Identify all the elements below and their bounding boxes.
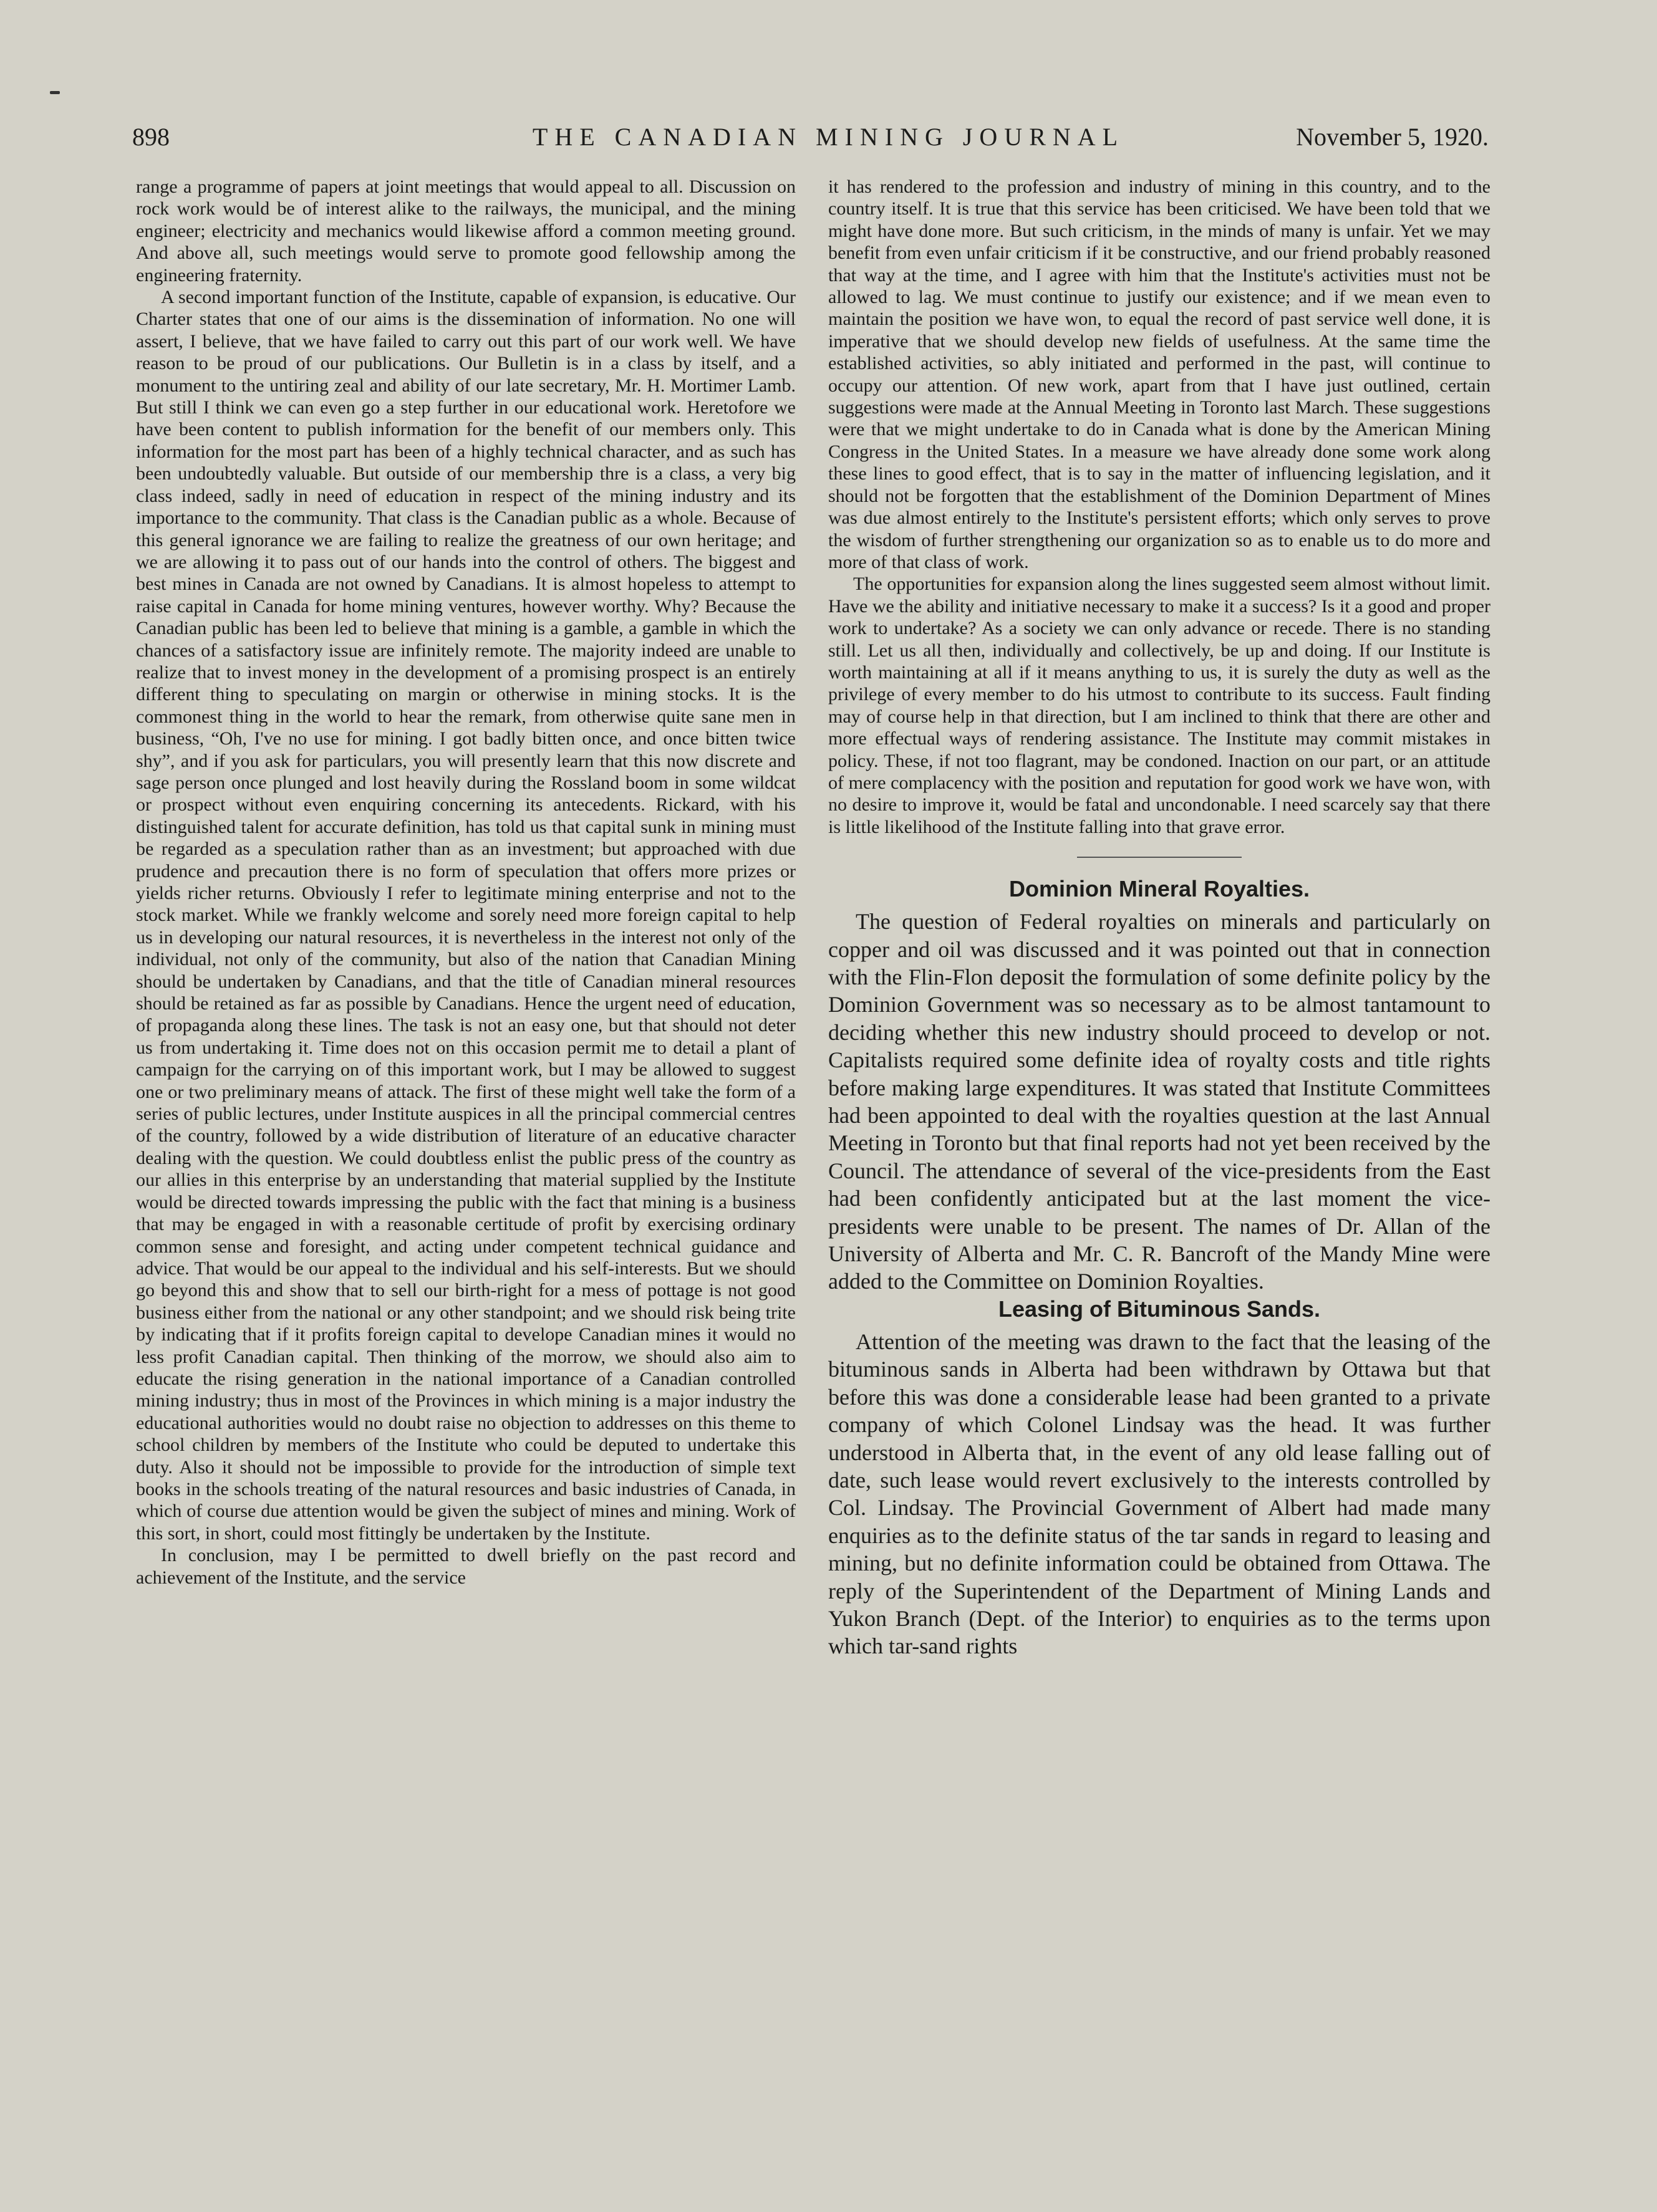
paragraph: Attention of the meeting was drawn to the fact that the leasing of the bituminous sands in Alberta had been withdrawn by Ottawa but that before this was done a considerable lease had been granted to a private company of which Colonel Lindsay was the head. It was further understood in Alberta that, in the event of any old lease falling out of date, such lease would revert exclusively to the interests controlled by Col. Lindsay. The Provincial Government of Albert had made many enquiries as to the definite status of the tar sands in regard to leasing and mining, but no definite information could be obtained from Ottawa. The reply of the Superintendent of the Department of Mining Lands and Yukon Branch (Dept. of the Interior) to enquiries as to the terms upon which tar-sand rights bbox=[828, 1329, 1490, 1659]
issue-date: November 5, 1920. bbox=[1296, 123, 1489, 151]
paragraph: The question of Federal royalties on minerals and particularly on copper and oil was discussed and it was pointed out that in connection with the Flin-Flon deposit the formulation of some definite policy by the Dominion Government was so necessary as to be almost tantamount to deciding whether this new industry should proceed to develop or not. Capitalists required some definite idea of royalty costs and title rights before making large expenditures. It was stated that Institute Committees had been appointed to deal with the royalties question at the last Annual Meeting in Toronto but that final reports had not yet been received by the Council. The attendance of several of the vice-presidents from the East had been confidently anticipated but at the last moment the vice-presidents were unable to be present. The names of Dr. Allan of the University of Alberta and Mr. C. R. Bancroft of the Mandy Mine were added to the Committee on Dominion Royalties. bbox=[828, 909, 1490, 1294]
right-column bbox=[828, 176, 1490, 2177]
section-heading-bituminous-sands: Leasing of Bituminous Sands. bbox=[998, 1296, 1321, 1322]
journal-title: THE CANADIAN MINING JOURNAL bbox=[532, 123, 1125, 151]
section-heading-royalties: Dominion Mineral Royalties. bbox=[1008, 876, 1310, 902]
paragraph: A second important function of the Institute, capable of expansion, is educative. Our Charter states that one of our aims is the dissemination of information. No one will assert, I believe, that we have failed to carry out this part of our work well. We have reason to be proud of our publications. Our Bulletin is in a class by itself, and a monument to the untiring zeal and ability of our late secretary, Mr. H. Mortimer Lamb. But still I think we can even go a step further in our educational work. Heretofore we have been content to publish information for the benefit of our members only. This information for the most part has been of a highly technical character, and as such has been undoubtedly valuable. But outside of our membership thre is a class, a very big class indeed, sadly in need of education in respect of the mining industry and its importance to the community. That class is the Canadian public as a whole. Because of this general ignorance we are failing to realize the greatness of our own heritage; and we are allowing it to pass out of our hands into the control of others. The biggest and best mines in Canada are not owned by Canadians. It is almost hopeless to attempt to raise capital in Canada for home mining ventures, however worthy. Why? Because the Canadian public has been led to believe that mining is a gamble, a gamble in which the chances of a satisfactory issue are infinitely remote. The majority indeed are unable to realize that to invest money in the development of a promising prospect is an entirely different thing to speculating on margin or otherwise in mining stocks. It is the commonest thing in the world to hear the remark, from otherwise quite sane men in business, “Oh, I've no use for mining. I got badly bitten once, and once bitten twice shy”, and if you ask for particulars, you will presently learn that this now discrete and sage person once plunged and lost heavily during the Rossland boom in some wildcat or prospect without even enquiring concerning its antecedents. Rickard, with his distinguished talent for accurate definition, has told us that capital sunk in mining must be regarded as a speculation rather than as an investment; but approached with due prudence and precaution there is no form of speculation that offers more prizes or yields richer returns. Obviously I refer to legitimate mining enterprise and not to the stock market. While we frankly welcome and sorely need more foreign capital to help us in developing our natural resources, it is nevertheless in the interest not only of the individual, not only of the community, but also of the nation that Canadian Mining should be undertaken by Canadians, and that the title of Canadian mineral resources should be retained as far as possible by Canadians. Hence the urgent need of education, of propaganda along these lines. The task is not an easy one, but that should not deter us from undertaking it. Time does not on this occasion permit me to detail a plant of campaign for the carrying on of this important work, but I may be allowed to suggest one or two preliminary means of attack. The first of these might well take the form of a series of public lectures, under Institute auspices in all the principal commercial centres of the country, followed by a wide distribution of literature of an educative character dealing with the question. We could doubtless enlist the public press of the country as our allies in this enterprise by an understanding that material supplied by the Institute would be directed towards impressing the public with the fact that mining is a business that may be engaged in with a reasonable certitude of profit by exercising ordinary common sense and foresight, and acting under competent technical guidance and advice. That would be our appeal to the individual and his self-interests. But we should go beyond this and show that to sell our birth-right for a mess of pottage is not good business either from the national or any other standpoint; and we should risk being trite by indicating that if it profits foreign capital to develope Canadian mines it would no less profit Canadian capital. Then thinking of the morrow, we should also aim to educate the rising generation in the national importance of a Canadian controlled mining industry; thus in most of the Provinces in which mining is a major industry the educational authorities would no doubt raise no objection to addresses on this theme to school children by members of the Institute who could be deputed to undertake this duty. Also it should not be impossible to provide for the introduction of simple text books in the schools treating of the natural resources and basic industries of Canada, in which of course due attention would be given the subject of mines and mining. Work of this sort, in short, could most fittingly be undertaken by the Institute. bbox=[136, 287, 796, 1544]
left-column bbox=[136, 176, 796, 2177]
paragraph: it has rendered to the profession and industry of mining in this country, and to the country itself. It is true that this service has been criticised. We have been told that we might have done more. But such criticism, in the minds of many is unfair. Yet we may benefit from even unfair criticism if it be constructive, and our friend probably reasoned that way at the time, and I agree with him that the Institute's activities must not be allowed to lag. We must continue to justify our existence; and if we mean even to maintain the position we have won, to equal the record of past service well done, it is imperative that we should develop new fields of usefulness. At the same time the established activities, so ably initiated and performed in the past, will continue to occupy our attention. Of new work, apart from that I have just outlined, certain suggestions were made at the Annual Meeting in Toronto last March. These suggestions were that we might undertake to do in Canada what is done by the American Mining Congress in the United States. In a measure we have already done some work along these lines to good effect, that is to say in the matter of influencing legislation, and it should not be forgotten that the establishment of the Dominion Department of Mines was due almost entirely to the Institute's persistent efforts; which only serves to prove the wisdom of further strengthening our organization so as to enable us to do more and more of that class of work. bbox=[828, 176, 1490, 572]
page-number: 898 bbox=[132, 123, 170, 151]
paragraph: In conclusion, may I be permitted to dwell briefly on the past record and achievement of the Institute, and the service bbox=[136, 1545, 796, 1588]
paragraph: range a programme of papers at joint meetings that would appeal to all. Discussion on rock work would be of interest alike to the railways, the municipal, and the mining engineer; electricity and mechanics would likewise afford a common meeting ground. And above all, such meetings would serve to promote good fellowship among the engineering fraternity. bbox=[136, 176, 796, 286]
section-divider bbox=[1077, 857, 1242, 858]
margin-mark bbox=[50, 91, 60, 94]
paragraph: The opportunities for expansion along the lines suggested seem almost without limit. Have we the ability and initiative necessary to make it a success? Is it a good and proper work to undertake? As a society we can only advance or recede. There is no standing still. Let us all then, individually and collectively, be up and doing. If our Institute is worth maintaining at all if it means anything to us, it is surely the duty as well as the privilege of every member to do his utmost to contribute to its success. Fault finding may of course help in that direction, but I am inclined to think that there are other and more effectual ways of rendering assistance. The Institute may commit mistakes in policy. These, if not too flagrant, may be condoned. Inaction on our part, or an attitude of mere complacency with the position and reputation for good work we have won, with no desire to improve it, would be fatal and uncondonable. I need scarcely say that there is little likelihood of the Institute falling into that grave error. bbox=[828, 574, 1490, 837]
